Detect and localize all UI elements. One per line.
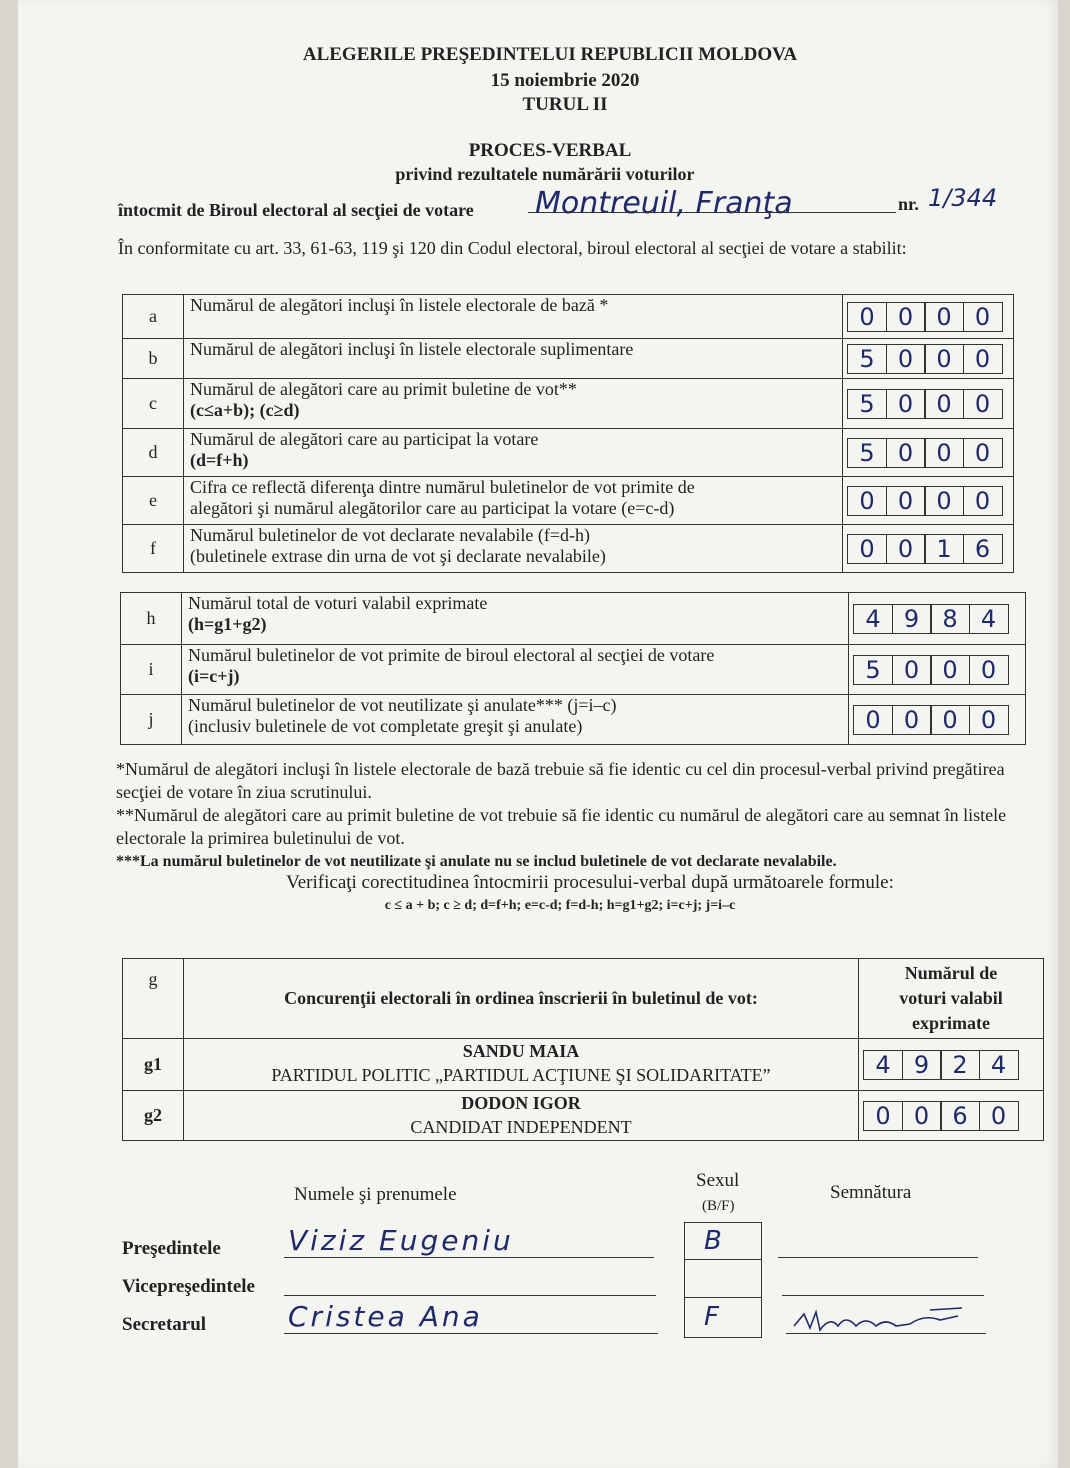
table-header-row	[123, 959, 1044, 1039]
intro-paragraph: În conformitate cu art. 33, 61-63, 119 şi 120 din Codul electoral, biroul electoral al secţiei de votare a stabilit:	[118, 238, 907, 258]
row-label: Numărul buletinelor de vot primite de biroul electoral al secţiei de votare (i=c+j)	[182, 645, 849, 695]
row-letter: f	[123, 525, 184, 573]
role-secretary: Secretarul	[122, 1314, 207, 1335]
candidates-header: Concurenţii electorali în ordinea înscrierii în buletinul de vot:	[184, 959, 859, 1039]
footnote-1: *Numărul de alegători incluşi în listele electorale de bază trebuie să fie identic cu cel din procesul-verbal privind pregătirea secţiei de votare în ziua scrutinului.	[116, 759, 1005, 802]
digit-boxes: 0 0 6 0	[859, 1091, 1044, 1141]
sex-box-column	[684, 1222, 762, 1338]
row-letter: g2	[123, 1091, 184, 1141]
row-letter: b	[123, 339, 184, 379]
election-title: ALEGERILE PREŞEDINTELUI REPUBLICII MOLDOVA	[302, 44, 798, 65]
president-name-handwritten: Viziz Eugeniu	[288, 1224, 514, 1257]
section-name-handwritten: Montreuil, Franţa	[535, 186, 793, 221]
secretary-signature	[790, 1306, 980, 1336]
row-label: Numărul buletinelor de vot neutilizate şi anulate*** (j=i–c) (inclusiv buletinele de vot completate greşit şi anulate)	[182, 695, 849, 745]
digit-boxes: 5 0 0 0	[843, 339, 1014, 379]
row-letter: g1	[123, 1039, 184, 1091]
table-row	[123, 429, 1014, 477]
digit-boxes: 5 0 0 0	[843, 379, 1014, 429]
table-row	[123, 339, 1014, 379]
digit-boxes: 0 0 1 6	[843, 525, 1014, 573]
table-row	[123, 525, 1014, 573]
election-round: TURUL II	[522, 94, 608, 115]
footnote-3: ***La numărul buletinelor de vot neutilizate şi anulate nu se includ buletinele de vot declarate nevalabile.	[116, 853, 837, 870]
footnote-2: **Numărul de alegători care au primit buletine de vot trebuie să fie identic cu numărul de alegători care au semnat în listele electorale la primirea buletinului de vot.	[116, 805, 1007, 848]
row-label: Numărul de alegători incluşi în listele electorale de bază *	[184, 295, 843, 339]
role-vice-president: Vicepreşedintele	[122, 1276, 255, 1297]
row-letter: g	[123, 959, 184, 1039]
secretary-name-handwritten: Cristea Ana	[288, 1300, 483, 1333]
verify-instruction: Verificaţi corectitudinea întocmirii procesului-verbal după următoarele formule:	[286, 872, 894, 893]
table-row	[121, 593, 1026, 645]
digit-boxes: 0 0 0 0	[843, 295, 1014, 339]
signature-column-header: Semnătura	[830, 1182, 912, 1203]
row-label: Numărul de alegători care au primit buletine de vot** (c≤a+b); (c≥d)	[184, 379, 843, 429]
row-label: Numărul de alegători incluşi în listele electorale suplimentare	[184, 339, 843, 379]
table-row	[123, 1091, 1044, 1141]
secretary-name-line	[284, 1333, 658, 1334]
row-label: Numărul buletinelor de vot declarate nevalabile (f=d-h) (buletinele extrase din urna de vot şi declarate nevalabile)	[184, 525, 843, 573]
sex-column-header: Sexul	[696, 1170, 740, 1191]
section-name-line	[528, 212, 896, 213]
digit-boxes: 0 0 0 0	[843, 477, 1014, 525]
table-row	[123, 295, 1014, 339]
document-type: PROCES-VERBAL	[468, 140, 632, 161]
results-table-2	[120, 592, 1026, 745]
digit-boxes: 0 0 0 0	[849, 695, 1026, 745]
election-date: 15 noiembrie 2020	[490, 70, 640, 91]
verify-formulas: c ≤ a + b; c ≥ d; d=f+h; e=c-d; f=d-h; h=g1+g2; i=c+j; j=i–c	[384, 898, 736, 913]
row-label: Numărul de alegători care au participat la votare (d=f+h)	[184, 429, 843, 477]
table-row	[123, 477, 1014, 525]
president-signature-line	[778, 1257, 978, 1258]
section-number-handwritten: 1/344	[928, 184, 998, 212]
table-row	[123, 379, 1014, 429]
row-letter: h	[121, 593, 182, 645]
votes-header: Numărul de voturi valabil exprimate	[859, 959, 1044, 1039]
table-row	[121, 695, 1026, 745]
table-row	[123, 1039, 1044, 1091]
digit-boxes: 4 9 8 4	[849, 593, 1026, 645]
sex-box-divider	[684, 1259, 762, 1260]
results-table-1	[122, 294, 1014, 573]
nr-label: nr.	[898, 194, 919, 214]
candidate-cell: DODON IGOR CANDIDAT INDEPENDENT	[184, 1091, 859, 1141]
vice-president-signature-line	[782, 1295, 984, 1296]
digit-boxes: 5 0 0 0	[843, 429, 1014, 477]
vice-president-name-line	[284, 1295, 656, 1296]
secretary-sex: F	[704, 1302, 719, 1332]
digit-boxes: 4 9 2 4	[859, 1039, 1044, 1091]
sex-box-divider	[684, 1297, 762, 1298]
row-letter: c	[123, 379, 184, 429]
sex-column-subheader: (B/F)	[702, 1198, 735, 1214]
candidates-table	[122, 958, 1044, 1141]
row-letter: a	[123, 295, 184, 339]
row-letter: j	[121, 695, 182, 745]
role-president: Preşedintele	[122, 1238, 221, 1259]
president-sex: B	[704, 1226, 722, 1256]
row-letter: e	[123, 477, 184, 525]
name-column-header: Numele şi prenumele	[294, 1184, 457, 1205]
row-label: Cifra ce reflectă diferenţa dintre numărul buletinelor de vot primite de alegători şi numărul alegătorilor care au participat la votare (e=c-d)	[184, 477, 843, 525]
row-label: Numărul total de voturi valabil exprimate (h=g1+g2)	[182, 593, 849, 645]
row-letter: d	[123, 429, 184, 477]
drawn-up-by-label: întocmit de Biroul electoral al secţiei de votare	[118, 200, 474, 220]
president-name-line	[284, 1257, 654, 1258]
row-letter: i	[121, 645, 182, 695]
digit-boxes: 5 0 0 0	[849, 645, 1026, 695]
candidate-cell: SANDU MAIA PARTIDUL POLITIC „PARTIDUL ACŢIUNE ŞI SOLIDARITATE”	[184, 1039, 859, 1091]
document-subtitle: privind rezultatele numărării voturilor	[395, 164, 695, 184]
table-row	[121, 645, 1026, 695]
